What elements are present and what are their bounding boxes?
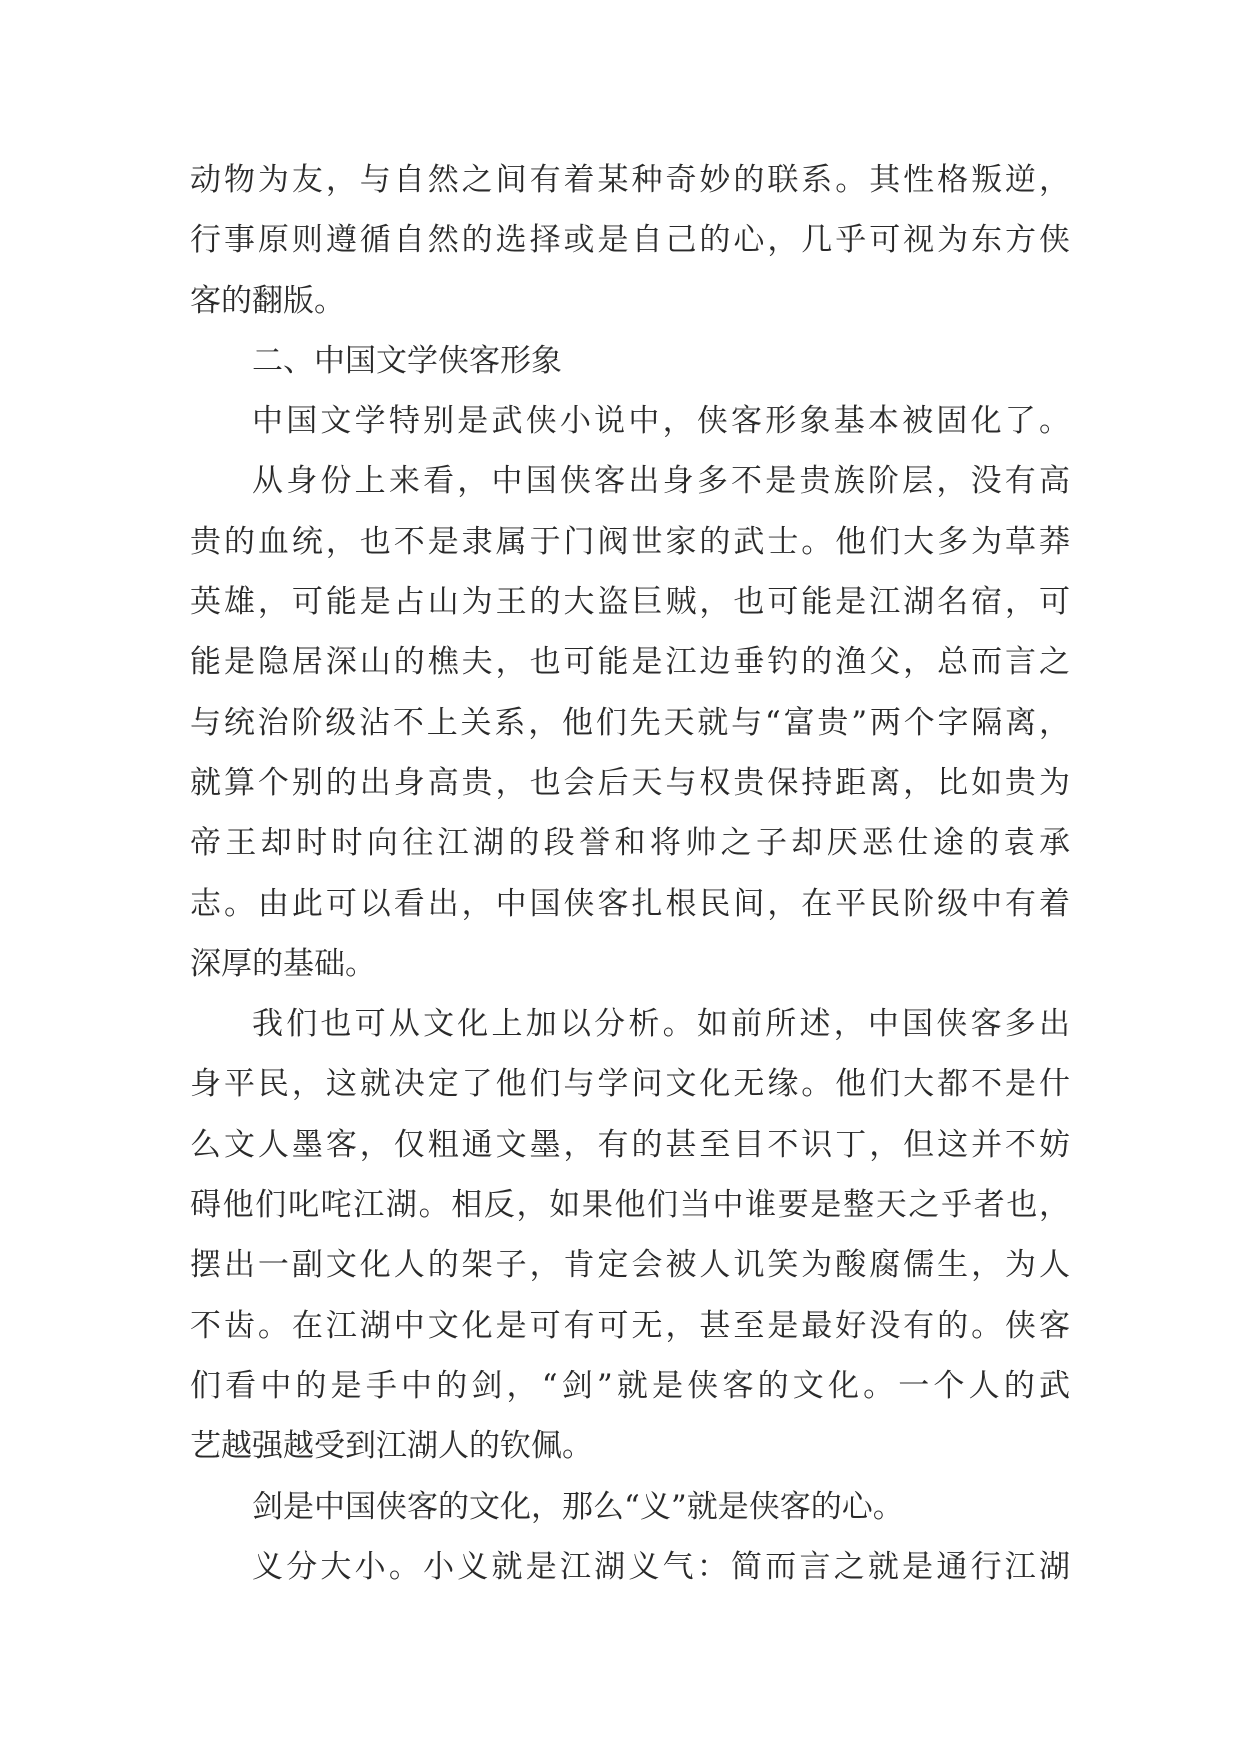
- text-line: 能是隐居深山的樵夫，也可能是江边垂钓的渔父，总而言之: [190, 644, 1070, 681]
- text-line: 么文人墨客，仅粗通文墨，有的甚至目不识丁，但这并不妨: [190, 1126, 1070, 1163]
- body-text: [190, 150, 1070, 1597]
- text-line: 客的翻版。: [190, 282, 345, 319]
- text-line: 贵的血统，也不是隶属于门阀世家的武士。他们大多为草莽: [190, 523, 1070, 560]
- text-line: 碍他们叱咤江湖。相反，如果他们当中谁要是整天之乎者也，: [190, 1187, 1070, 1224]
- text-line: 我们也可从文化上加以分析。如前所述，中国侠客多出: [252, 1006, 1070, 1043]
- text-line: 就算个别的出身高贵，也会后天与权贵保持距离，比如贵为: [190, 764, 1070, 801]
- text-line: 义分大小。小义就是江湖义气：简而言之就是通行江湖: [252, 1548, 1070, 1585]
- text-line: 动物为友，与自然之间有着某种奇妙的联系。其性格叛逆，: [190, 162, 1070, 198]
- text-line: 剑是中国侠客的文化，那么“义”就是侠客的心。: [252, 1488, 904, 1525]
- text-line: 英雄，可能是占山为王的大盗巨贼，也可能是江湖名宿，可: [190, 584, 1070, 621]
- section-heading: 二、中国文学侠客形象: [252, 342, 562, 379]
- text-line: 帝王却时时向往江湖的段誉和将帅之子却厌恶仕途的袁承: [190, 825, 1070, 862]
- text-line: 行事原则遵循自然的选择或是自己的心，几乎可视为东方侠: [190, 222, 1070, 259]
- text-line: 与统治阶级沾不上关系，他们先天就与“富贵”两个字隔离，: [190, 704, 1070, 741]
- text-line: 艺越强越受到江湖人的钦佩。: [190, 1428, 593, 1465]
- text-line: 们看中的是手中的剑，“剑”就是侠客的文化。一个人的武: [190, 1367, 1070, 1404]
- text-line: 志。由此可以看出，中国侠客扎根民间，在平民阶级中有着: [190, 885, 1070, 922]
- text-line: 深厚的基础。: [190, 945, 376, 982]
- text-line: 从身份上来看，中国侠客出身多不是贵族阶层，没有高: [252, 463, 1070, 500]
- text-line: 身平民，这就决定了他们与学问文化无缘。他们大都不是什: [190, 1066, 1070, 1103]
- text-line: 摆出一副文化人的架子，肯定会被人讥笑为酸腐儒生，为人: [190, 1247, 1070, 1284]
- text-line: 中国文学特别是武侠小说中，侠客形象基本被固化了。: [252, 403, 1070, 440]
- text-line: 不齿。在江湖中文化是可有可无，甚至是最好没有的。侠客: [190, 1307, 1070, 1344]
